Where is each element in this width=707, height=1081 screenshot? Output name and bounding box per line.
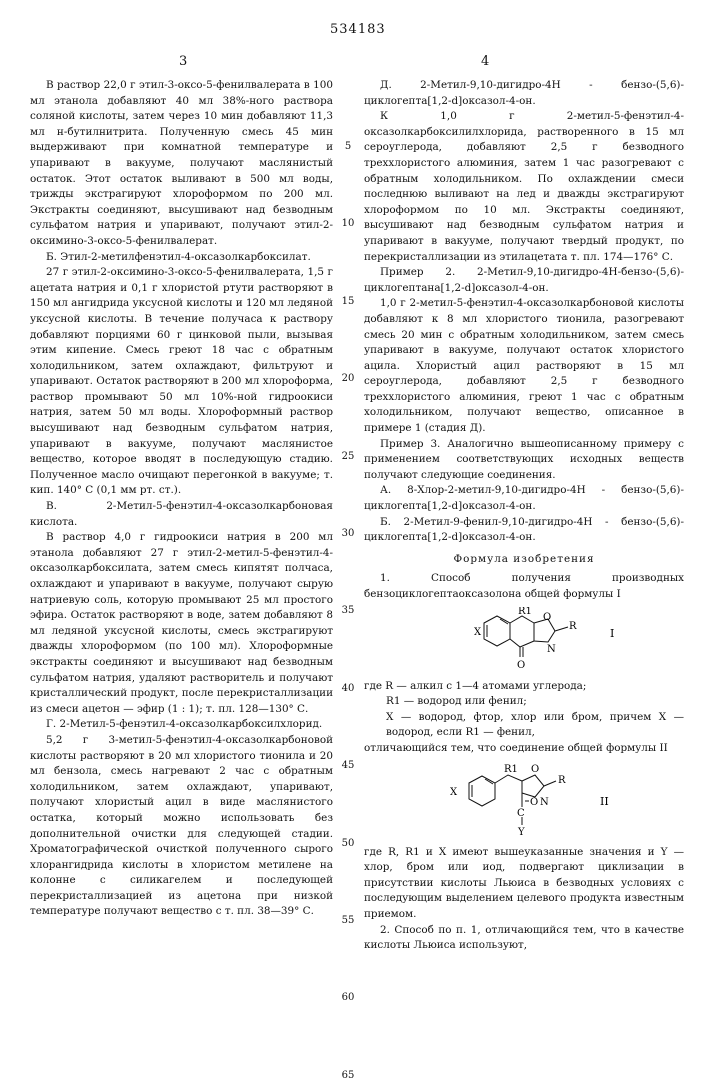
line-number: 30 [338, 528, 358, 539]
claim-1-continued: где R, R1 и X имеют вышеуказанные значения и Y — хлор, бром или иод, подвергают циклизации в присутствии кислоты Льюиса в безводных условиях с последующим выделением целевого продукта известным приемом. [364, 845, 684, 923]
claim-2: 2. Способ по п. 1, отличающийся тем, что в качестве кислоты Льюиса используют, [364, 923, 684, 954]
atom-label: C [517, 808, 525, 819]
atom-label: O [543, 612, 551, 623]
atom-label: R1 [504, 764, 518, 775]
atom-label: N [540, 797, 549, 808]
atom-label: R [558, 775, 566, 786]
claims-heading: Формула изобретения [364, 552, 684, 568]
compound-b: Б. 2-Метил-9-фенил-9,10-дигидро-4Н - бензо-(5,6)-циклогепта[1,2-d]оксазол-4-он. [364, 515, 684, 546]
atom-label: X [474, 627, 482, 638]
atom-label: O [530, 797, 538, 808]
page-number-right: 4 [481, 54, 489, 69]
section-heading: Г. 2-Метил-5-фенэтил-4-оксазолкарбоксилхлорид. [30, 717, 333, 733]
section-heading: Д. 2-Метил-9,10-дигидро-4Н - бензо-(5,6)-циклогепта[1,2-d]оксазол-4-он. [364, 78, 684, 109]
line-number: 20 [338, 373, 358, 384]
line-number: 5 [338, 141, 358, 152]
legend-line: где R — алкил с 1—4 атомами углерода; [364, 679, 684, 695]
line-number: 35 [338, 605, 358, 616]
line-number: 50 [338, 838, 358, 849]
line-number: 40 [338, 683, 358, 694]
line-number: 60 [338, 992, 358, 1003]
formula-ii [364, 761, 684, 841]
right-column [364, 78, 684, 954]
paragraph: В раствор 4,0 г гидроокиси натрия в 200 мл этанола добавляют 27 г этил-2-метил-5-фенэтил-4-оксазолкарбоксилата, затем смесь кипятят полчаса, охлаждают и упаривают в вакууме, получают сырую натриевую соль, которую промывают 25 мл простого эфира. Остаток растворяют в воде, затем добавляют 8 мл ледяной уксусной кислоты, смесь экстрагируют дважды хлороформом (по 100 мл). Хлороформные экстракты соединяют и высушивают над безводным сульфатом натрия, удаляют растворитель и получают кристаллический продукт, после перекристаллизации из смеси ацетон — эфир (1 : 1); т. пл. 128—130° С. [30, 530, 333, 717]
line-number: 15 [338, 296, 358, 307]
line-number: 65 [338, 1070, 358, 1081]
atom-label: O [517, 660, 525, 671]
paragraph: В раствор 22,0 г этил-3-оксо-5-фенилвалерата в 100 мл этанола добавляют 40 мл 38%-ного раствора соляной кислоты, затем через 10 мин добавляют 11,3 мл н-бутилнитрита. Полученную смесь 45 мин выдерживают при комнатной температуре и упаривают в вакууме, получают маслянистый остаток. Этот остаток выливают в 500 мл воды, трижды экстрагируют хлороформом по 200 мл. Экстракты соединяют, высушивают над безводным сульфатом натрия и упаривают, получают этил-2-оксимино-3-оксо-5-фенилвалерат. [30, 78, 333, 250]
patent-number: 534183 [330, 22, 386, 37]
paragraph: Пример 3. Аналогично вышеописанному примеру с применением соответствующих исходных веществ получают следующие соединения. [364, 437, 684, 484]
atom-label: R1 [518, 607, 532, 617]
claim-1: 1. Способ получения производных бензоциклогептаоксазолона общей формулы I [364, 571, 684, 602]
paragraph: 27 г этил-2-оксимино-3-оксо-5-фенилвалерата, 1,5 г ацетата натрия и 0,1 г хлористой ртути растворяют в 150 мл ангидрида уксусной кислоты и 120 мл ледяной уксусной кислоты. В течение получаса к раствору добавляют порциями 60 г цинковой пыли, вызывая этим кипение. Смесь греют 18 час с обратным холодильником, затем охлаждают, фильтруют и упаривают. Остаток растворяют в 200 мл хлороформа, раствор промывают 50 мл 10%-ной гидроокиси натрия, затем 50 мл воды. Хлороформный раствор высушивают над безводным сульфатом натрия, упаривают в вакууме, получают маслянистое вещество, которое вводят в последующую стадию. Полученное масло очищают перегонкой в вакууме; т. кип. 140° С (0,1 мм рт. ст.). [30, 265, 333, 499]
example-heading: Пример 2. 2-Метил-9,10-дигидро-4Н-бензо-(5,6)-циклогептана[1,2-d]оксазол-4-он. [364, 265, 684, 296]
left-column [30, 78, 333, 920]
formula-number: I [610, 627, 614, 640]
line-number: 25 [338, 451, 358, 462]
line-number: 10 [338, 218, 358, 229]
atom-label: N [547, 644, 556, 655]
formula-i [364, 607, 684, 675]
atom-label: Y [517, 827, 525, 838]
compound-a: А. 8-Хлор-2-метил-9,10-дигидро-4Н - бензо-(5,6)-циклогепта[1,2-d]оксазол-4-он. [364, 483, 684, 514]
section-heading: Б. Этил-2-метилфенэтил-4-оксазолкарбоксилат. [30, 250, 333, 266]
page-number-left: 3 [179, 54, 187, 69]
legend-line: X — водород, фтор, хлор или бром, причем X — водород, если R1 — фенил, [364, 710, 684, 741]
line-number: 55 [338, 915, 358, 926]
atom-label: R [569, 621, 577, 632]
claim-1-continued: отличающийся тем, что соединение общей формулы II [364, 741, 684, 757]
paragraph: 5,2 г 3-метил-5-фенэтил-4-оксазолкарбоновой кислоты растворяют в 20 мл хлористого тионила и 20 мл бензола, смесь нагревают 2 час с обратным холодильником, затем охлаждают, упаривают, получают хлористый ацил в виде маслянистого остатка, который можно использовать без дополнительной очистки для следующей стадии. Хроматографической очисткой полученного сырого хлорангидрида кислоты в хлористом метилене на колонне с силикагелем и последующей перекристаллизацией из ацетона при низкой температуре получают вещество с т. пл. 38—39° С. [30, 733, 333, 920]
line-number: 45 [338, 760, 358, 771]
formula-number: II [600, 795, 609, 808]
section-heading: В. 2-Метил-5-фенэтил-4-оксазолкарбоновая кислота. [30, 499, 333, 530]
paragraph: 1,0 г 2-метил-5-фенэтил-4-оксазолкарбоновой кислоты добавляют к 8 мл хлористого тионила, разогревают смесь 20 мин с обратным холодильником, затем смесь упаривают в вакууме, получают остаток хлористого ацила. Хлористый ацил растворяют в 15 мл сероуглерода, добавляют 2,5 г безводного треххлористого алюминия, греют 1 час с обратным холодильником, получают вещество, описанное в примере 1 (стадия Д). [364, 296, 684, 436]
atom-label: X [450, 787, 458, 798]
legend-line: R1 — водород или фенил; [364, 694, 684, 710]
atom-label: O [531, 764, 539, 775]
paragraph: К 1,0 г 2-метил-5-фенэтил-4-оксазолкарбоксилилхлорида, растворенного в 15 мл сероуглерода, добавляют 2,5 г безводного треххлористого алюминия, затем 1 час разогревают с обратным холодильником. По охлаждении смеси последнюю выливают на лед и дважды экстрагируют хлороформом по 10 мл. Экстракты соединяют, высушивают над безводным сульфатом натрия и упаривают в вакууме, получают твердый продукт, по перекристаллизации из этилацетата т. пл. 174—176° С. [364, 109, 684, 265]
